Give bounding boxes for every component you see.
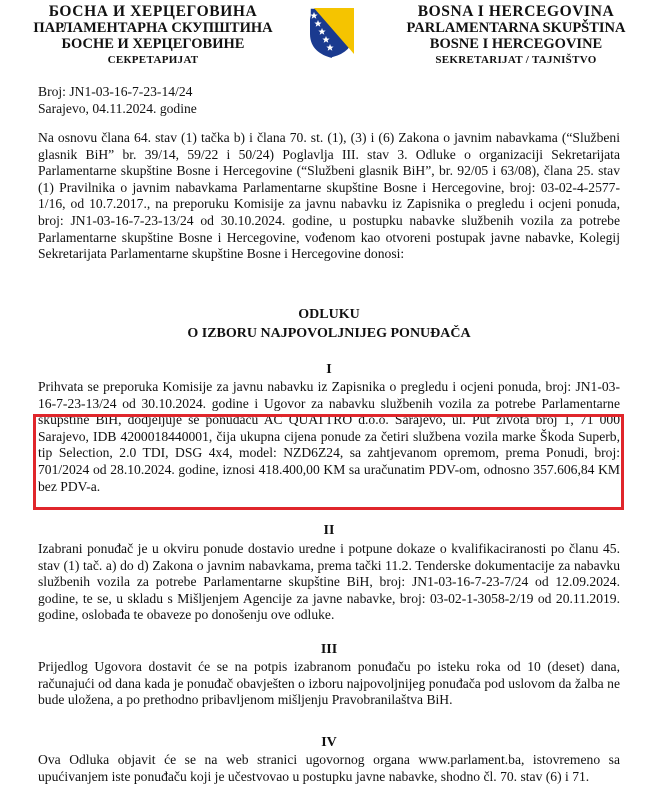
header-left-line2: ПАРЛАМЕНТАРНА СКУПШТИНА: [33, 20, 273, 36]
section-text-2: Izabrani ponuđač je u okviru ponude dostavio uredne i potpune dokaze o kvalifikaciranosti po članu 45. stav (1) tač. a) do d) Zakona o javnim nabavkama, prema tački 11.2. Tenderske dokumentacije za nabavku službenih vozila za potrebe Parlamentarne skupštine BiH, broj: JN1-03-16-7-23-7/24 od 12.09.2024. godine, te se, u skladu s Mišljenjem Agencije za javne nabavke, broj: 03-02-1-3058-2/19 od 20.11.2019. godine, oslobađa te obaveze po donošenju ove odluke.: [38, 541, 620, 623]
header-left-line4: СЕКРЕТАРИЈАТ: [107, 54, 199, 66]
section-text-3: Prijedlog Ugovora dostavit će se na potpis izabranom ponuđaču po isteku roka od 10 (deset) dana, računajući od dana kada je ponuđač obavješten o izboru najpovoljnijeg ponuđača pod uslovom da žalba ne bude uložena, a po prethodno pribavljenom mišljenju Pravobranilaštva BiH.: [38, 659, 620, 708]
place-date: Sarajevo, 04.11.2024. godine: [38, 100, 197, 116]
header-right-latin: [382, 4, 650, 68]
section-text-4: Ova Odluka objavit će se na web stranici ugovornog organa www.parlament.ba, istovremeno sa upućivanjem iste ponuđaču koji je učestvovao u postupku javne nabavke, shodno čl. 70. stav (6) i 71.: [38, 752, 620, 784]
section-numeral-4: IV: [321, 735, 337, 750]
decision-subtitle: O IZBORU NAJPOVOLJNIJEG PONUĐAČA: [187, 326, 471, 341]
header-right-line4: SEKRETARIJAT / TAJNIŠTVO: [435, 54, 597, 66]
intro-paragraph: Na osnovu člana 64. stav (1) tačka b) i člana 70. st. (1), (3) i (6) Zakona o javnim nabavkama (“Službeni glasnik BiH” br. 39/14, 59/22 i 50/24) Poglavlja III. stav 3. Odluke o organizaciji Sekretarijata Parlamentarne skupštine Bosne i Hercegovine (“Službeni glasnik BiH”, br. 92/05 i 63/08), člana 25. stav (1) Pravilnika o javnim nabavkama Parlamentarne skupštine Bosne i Hercegovine, broj: 03-02-4-2577-1/16, od 10.7.2017., na preporuku Komisije za javnu nabavku iz Zapisnika o pregledu i ocjeni ponuda, broj: JN1-03-16-7-23-13/24 od 30.10.2024. godine, u postupku nabavke službenih vozila za potrebe Parlamentarne skupštine Bosne i Hercegovine, vođenom kao otvoreni postupak javne nabavke, Kolegij Sekretarijata Parlamentarne skupštine Bosne i Hercegovine donosi:: [38, 130, 620, 262]
bih-coat-of-arms-icon: [304, 4, 360, 60]
reference-block: [38, 84, 620, 117]
header-right-line2: PARLAMENTARNA SKUPŠTINA: [406, 20, 626, 36]
section-text-1: Prihvata se preporuka Komisije za javnu nabavku iz Zapisnika o pregledu i ocjeni ponuda, broj: JN1-03-16-7-23-13/24 od 30.10.2024. godine i Ugovor za nabavku službenih vozila za potrebe Parlamentarne skupštine BiH, dodjeljuje se ponuđaču AC QUATTRO d.o.o. Sarajevo, ul. Put života broj 1, 71 000 Sarajevo, IDB 4200018440001, čija ukupna cijena ponude za četiri službena vozila marke Škoda Superb, tip Selection, 2.0 TDI, DSG 4x4, model: NZD6Z24, sa zahtjevanom opremom, prema Ponudi, broj: 701/2024 od 28.10.2024. godine, iznosi 418.400,00 KM sa uračunatim PDV-om, odnosno 357.606,84 KM bez PDV-a.: [38, 379, 620, 494]
header-left-line3: БОСНЕ И ХЕРЦЕГОВИНЕ: [61, 36, 245, 52]
header-right-line3: BOSNE I HERCEGOVINE: [429, 36, 603, 52]
section-numeral-2: II: [323, 523, 335, 538]
section-numeral-3: III: [320, 642, 338, 657]
decision-title: ODLUKU: [298, 307, 360, 322]
highlight-box: [33, 414, 624, 510]
header-left-line1: БОСНА И ХЕРЦЕГОВИНА: [48, 3, 258, 20]
reference-number: Broj: JN1-03-16-7-23-14/24: [38, 84, 193, 99]
header-right-line1: BOSNA I HERCEGOVINA: [417, 3, 615, 20]
section-numeral-1: I: [326, 362, 332, 377]
header-left-cyrillic: [22, 4, 284, 68]
